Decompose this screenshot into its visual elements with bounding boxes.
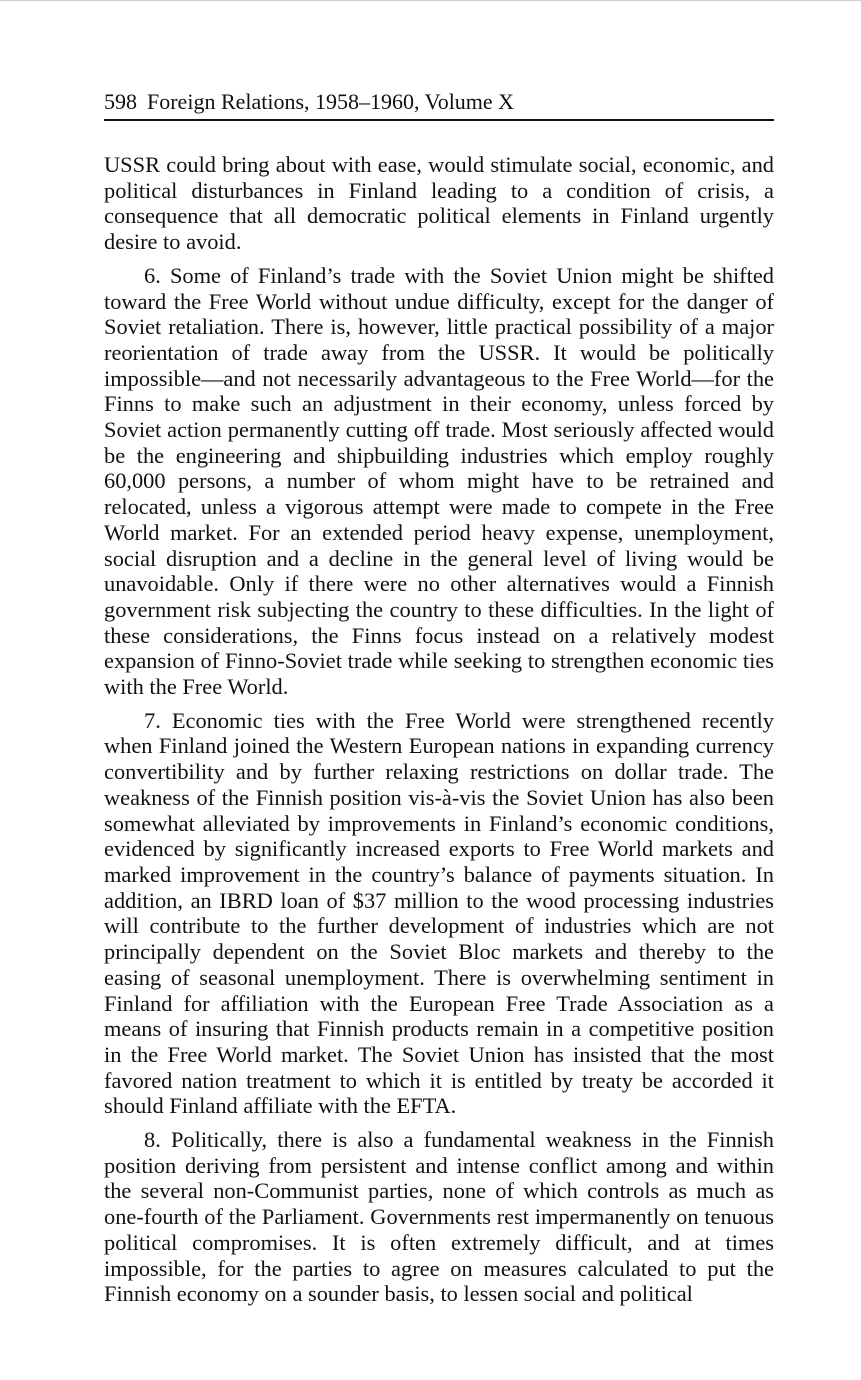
paragraph-8: 8. Politically, there is also a fundamental weakness in the Finnish position deriving from persistent and intense conflict among and within the several non-Communist parties, none of which controls as much as one-fourth of the Parliament. Governments rest impermanently on tenuous political compromises. It is often extremely difficult, and at times impossible, for the parties to agree on measures calculated to put the Finnish economy on a sounder basis, to lessen social and political — [104, 1127, 774, 1307]
running-head — [104, 87, 774, 121]
paragraph-6: 6. Some of Finland’s trade with the Soviet Union might be shifted toward the Free World without undue difficulty, except for the danger of Soviet retaliation. There is, however, little practical possibility of a major reorientation of trade away from the USSR. It would be politically impossible—and not necessarily advantageous to the Free World—for the Finns to make such an adjustment in their economy, unless forced by Soviet action permanently cutting off trade. Most seriously affected would be the engineering and shipbuilding industries which employ roughly 60,000 persons, a number of whom might have to be retrained and relocated, unless a vigorous attempt were made to compete in the Free World market. For an extended period heavy expense, unemployment, social disruption and a decline in the general level of living would be unavoidable. Only if there were no other alternatives would a Finnish government risk subjecting the country to these difficulties. In the light of these considerations, the Finns focus instead on a relatively modest expansion of Finno-Soviet trade while seeking to strengthen economic ties with the Free World. — [104, 262, 774, 700]
paragraph-continued: USSR could bring about with ease, would stimulate social, economic, and political disturbances in Finland leading to a condition of crisis, a consequence that all democratic political elements in Finland urgently desire to avoid. — [104, 152, 774, 255]
page-number: 598 — [104, 89, 137, 114]
body-text — [104, 152, 774, 1307]
paragraph-7: 7. Economic ties with the Free World were strengthened recently when Finland joined the Western European nations in expanding currency convertibility and by further relaxing restrictions on dollar trade. The weakness of the Finnish position vis-à-vis the Soviet Union has also been somewhat alleviated by improvements in Finland’s economic conditions, evidenced by significantly increased exports to Free World markets and marked improvement in the country’s balance of payments situation. In addition, an IBRD loan of $37 million to the wood processing industries will contribute to the further development of industries which are not principally dependent on the Soviet Bloc markets and thereby to the easing of seasonal unemployment. There is overwhelming sentiment in Finland for affiliation with the European Free Trade Association as a means of insuring that Finnish products remain in a competitive position in the Free World market. The Soviet Union has insisted that the most favored nation treatment to which it is entitled by treaty be accorded it should Finland affiliate with the EFTA. — [104, 707, 774, 1119]
running-title: Foreign Relations, 1958–1960, Volume X — [147, 89, 515, 114]
